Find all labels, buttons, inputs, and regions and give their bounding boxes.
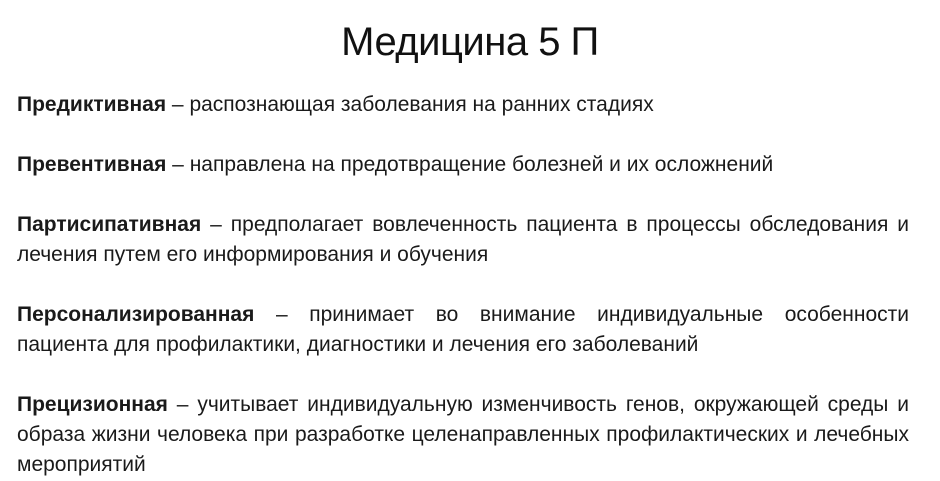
definitions-list [17, 90, 909, 480]
definition-term: Превентивная [17, 153, 167, 176]
definition-item-participatory [17, 210, 909, 270]
definition-dash: – [166, 153, 190, 176]
definition-dash: – [166, 93, 190, 116]
definition-item-precision [17, 390, 909, 480]
definition-description: принимает во внимание индивидуальные особенности пациента для профилактики, диагностики и лечения его заболеваний [17, 303, 909, 356]
definition-dash: – [201, 213, 231, 236]
definition-description: распознающая заболевания на ранних стадиях [189, 93, 654, 116]
definition-description: направлена на предотвращение болезней и их осложнений [189, 153, 774, 176]
definition-description: учитывает индивидуальную изменчивость генов, окружающей среды и образа жизни человека при разработке целенаправленных профилактических и лечебных мероприятий [17, 393, 909, 476]
definition-dash: – [254, 303, 310, 326]
definition-item-predictive [17, 90, 909, 120]
definition-term: Прецизионная [17, 393, 168, 416]
definition-term: Партисипативная [17, 213, 202, 236]
definition-dash: – [167, 393, 198, 416]
definition-description: предполагает вовлеченность пациента в процессы обследования и лечения путем его информирования и обучения [17, 213, 909, 266]
definition-item-personalized [17, 300, 909, 360]
definition-term: Предиктивная [17, 93, 167, 116]
definition-term: Персонализированная [17, 303, 255, 326]
slide-title: Медицина 5 П [341, 20, 599, 64]
definition-item-preventive [17, 150, 909, 180]
